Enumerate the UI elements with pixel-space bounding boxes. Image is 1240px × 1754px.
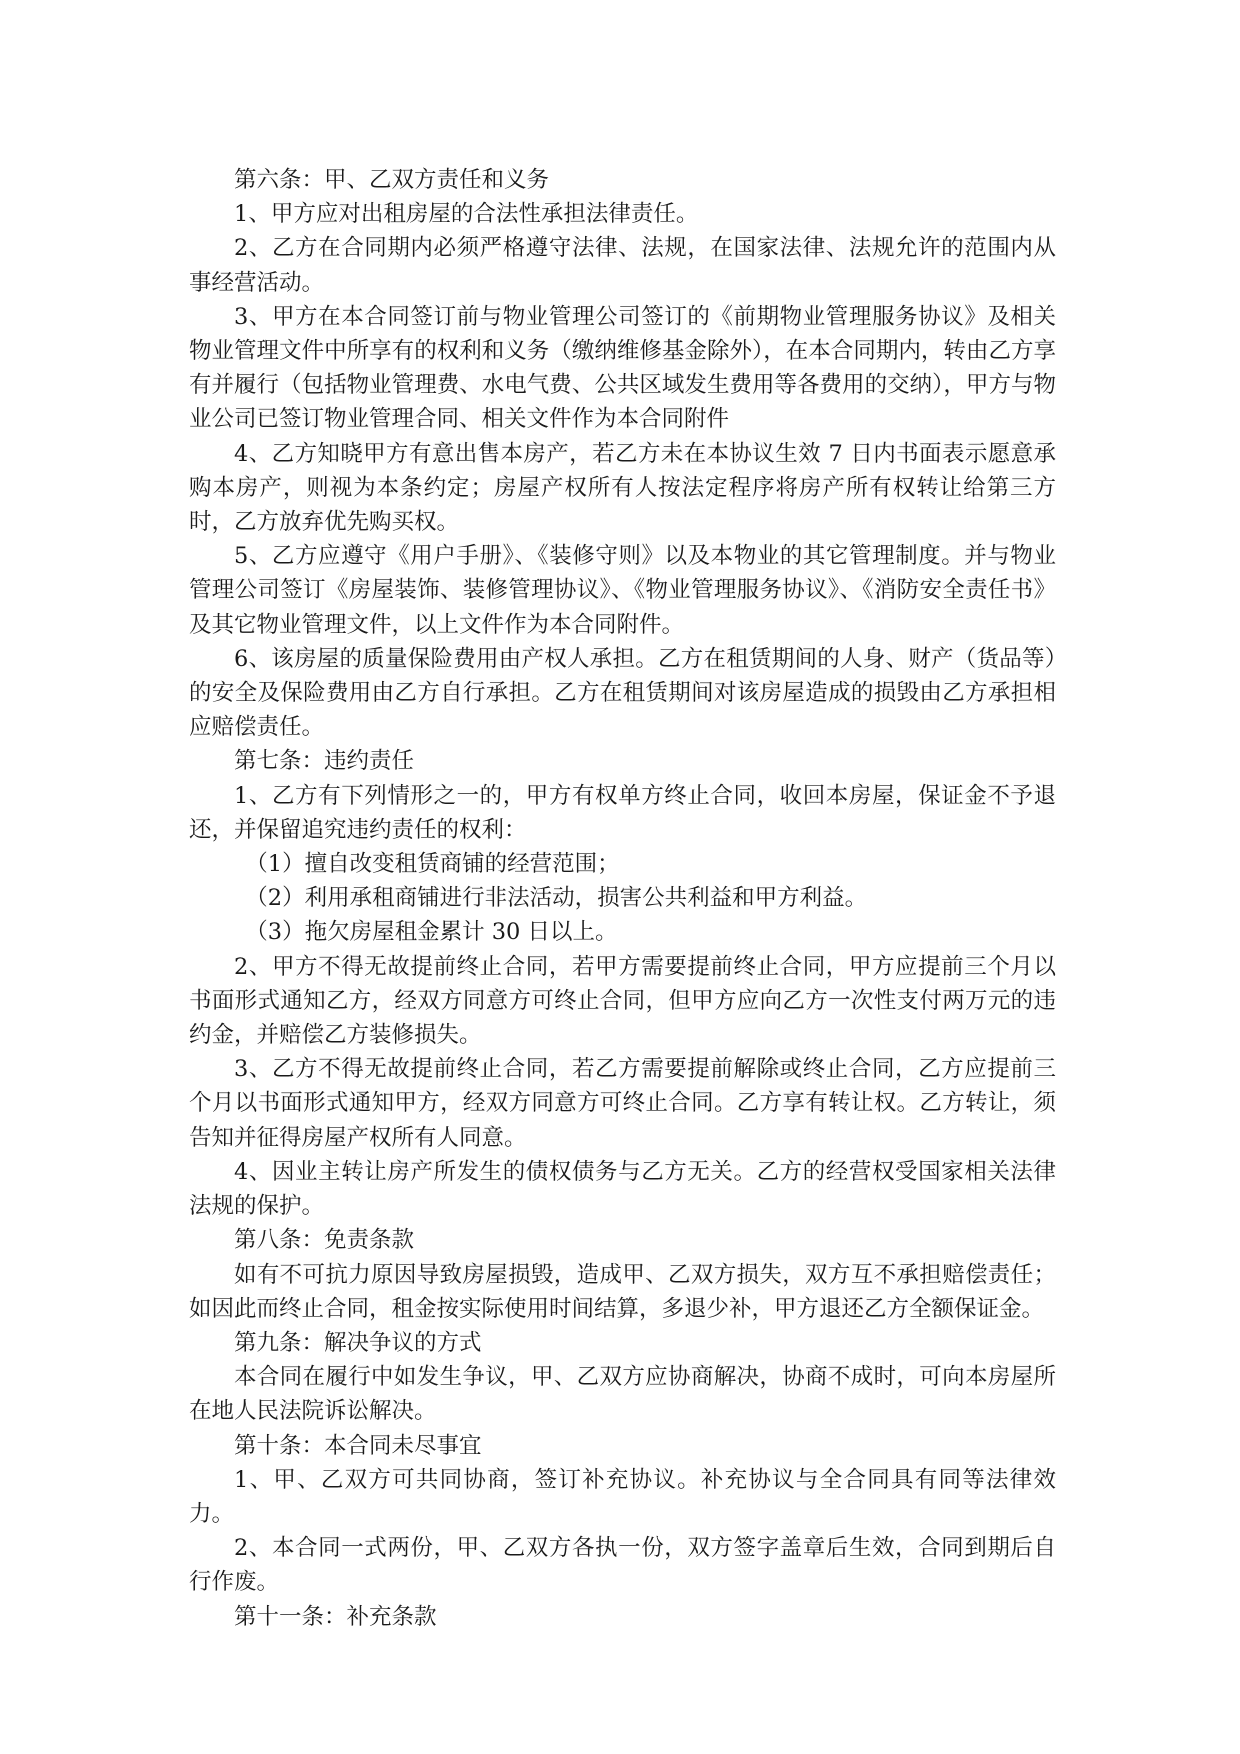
article-10-heading: 第十条：本合同未尽事宜 (234, 1432, 482, 1459)
article-7-heading: 第七条：违约责任 (234, 748, 415, 775)
article-10-clause-1: 1、甲、乙双方可共同协商，签订补充协议。补充协议与全合同具有同等法律效力。 (189, 1466, 1056, 1527)
article-6-clause-4: 4、乙方知晓甲方有意出售本房产，若乙方未在本协议生效 7 日内书面表示愿意承购本房产，则视为本条约定；房屋产权所有人按法定程序将房产所有权转让给第三方时，乙方放弃优先购买权。 (189, 440, 1056, 536)
article-9-heading: 第九条：解决争议的方式 (234, 1329, 482, 1356)
article-7-clause-1: 1、乙方有下列情形之一的，甲方有权单方终止合同，收回本房屋，保证金不予退还，并保留追究违约责任的权利： (189, 782, 1056, 843)
article-7-subitem-3: （3）拖欠房屋租金累计 30 日以上。 (245, 919, 618, 946)
article-6-clause-5: 5、乙方应遵守《用户手册》、《装修守则》以及本物业的其它管理制度。并与物业管理公司签订《房屋装饰、装修管理协议》、《物业管理服务协议》、《消防安全责任书》及其它物业管理文件，以上文件作为本合同附件。 (189, 543, 1056, 638)
article-6-clause-2: 2、乙方在合同期内必须严格遵守法律、法规，在国家法律、法规允许的范围内从事经营活动。 (189, 235, 1056, 296)
article-6-clause-1: 1、甲方应对出租房屋的合法性承担法律责任。 (234, 201, 699, 228)
article-7-clause-4: 4、因业主转让房产所发生的债权债务与乙方无关。乙方的经营权受国家相关法律法规的保护。 (189, 1158, 1056, 1220)
article-6-heading: 第六条：甲、乙双方责任和义务 (234, 167, 550, 193)
article-7-clause-2: 2、甲方不得无故提前终止合同，若甲方需要提前终止合同，甲方应提前三个月以书面形式通知乙方，经双方同意方可终止合同，但甲方应向乙方一次性支付两万元的违约金，并赔偿乙方装修损失。 (189, 953, 1056, 1049)
article-7-clause-3: 3、乙方不得无故提前终止合同，若乙方需要提前解除或终止合同，乙方应提前三个月以书面形式通知甲方，经双方同意方可终止合同。乙方享有转让权。乙方转让，须告知并征得房屋产权所有人同意。 (189, 1056, 1056, 1151)
document-body (189, 163, 1056, 1634)
article-7-subitem-1: （1）擅自改变租赁商铺的经营范围； (245, 851, 620, 878)
article-11-heading: 第十一条：补充条款 (234, 1603, 437, 1630)
article-6-clause-6: 6、该房屋的质量保险费用由产权人承担。乙方在租赁期间的人身、财产（货品等）的安全及保险费用由乙方自行承担。乙方在租赁期间对该房屋造成的损毁由乙方承担相应赔偿责任。 (189, 645, 1056, 741)
article-8-heading: 第八条：免责条款 (234, 1227, 415, 1254)
article-9-body: 本合同在履行中如发生争议，甲、乙双方应协商解决，协商不成时，可向本房屋所在地人民法院诉讼解决。 (189, 1364, 1056, 1425)
article-8-body: 如有不可抗力原因导致房屋损毁，造成甲、乙双方损失，双方互不承担赔偿责任；如因此而终止合同，租金按实际使用时间结算，多退少补，甲方退还乙方全额保证金。 (189, 1261, 1056, 1322)
article-10-clause-2: 2、本合同一式两份，甲、乙双方各执一份，双方签字盖章后生效，合同到期后自行作废。 (189, 1535, 1056, 1596)
article-7-subitem-2: （2）利用承租商铺进行非法活动，损害公共利益和甲方利益。 (245, 885, 868, 912)
article-6-clause-3: 3、甲方在本合同签订前与物业管理公司签订的《前期物业管理服务协议》及相关物业管理文件中所享有的权利和义务（缴纳维修基金除外），在本合同期内，转由乙方享有并履行（包括物业管理费、水电气费、公共区域发生费用等各费用的交纳），甲方与物业公司已签订物业管理合同、相关文件作为本合同附件 (189, 303, 1056, 433)
